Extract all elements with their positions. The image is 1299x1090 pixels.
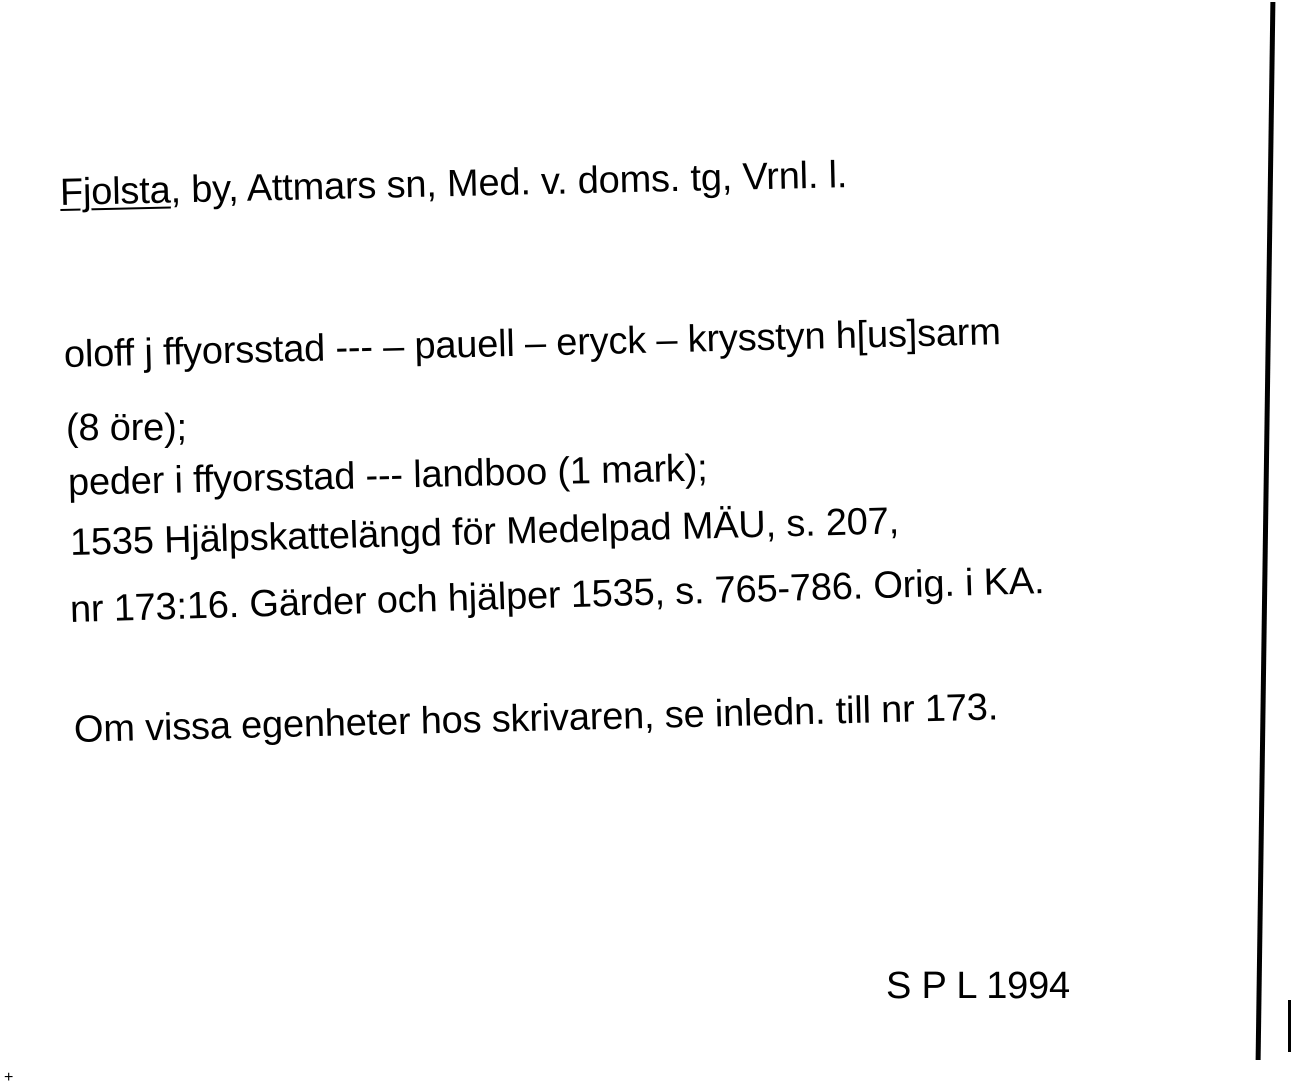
card-edge-line	[1256, 2, 1276, 1060]
corner-mark: +	[4, 1069, 14, 1086]
place-name: Fjolsta	[59, 169, 171, 214]
card-edge-line-tail	[1288, 1000, 1291, 1052]
entry-line-3: peder i ffyorsstad --- landboo (1 mark);	[67, 447, 708, 504]
entry-line-5: nr 173:16. Gärder och hjälper 1535, s. 765-786. Orig. i KA.	[69, 560, 1045, 631]
card-heading	[59, 152, 847, 216]
signature: S P L 1994	[886, 965, 1070, 1007]
place-description: , by, Attmars sn, Med. v. doms. tg, Vrnl. l.	[170, 154, 848, 212]
entry-line-1: oloff j ffyorsstad --- – pauell – eryck – krysstyn h[us]sarm	[63, 311, 1002, 376]
entry-line-2: (8 öre);	[66, 407, 187, 449]
note-line: Om vissa egenheter hos skrivaren, se inledn. till nr 173.	[73, 686, 999, 751]
entry-line-4: 1535 Hjälpskattelängd för Medelpad MÄU, s. 207,	[69, 500, 900, 564]
